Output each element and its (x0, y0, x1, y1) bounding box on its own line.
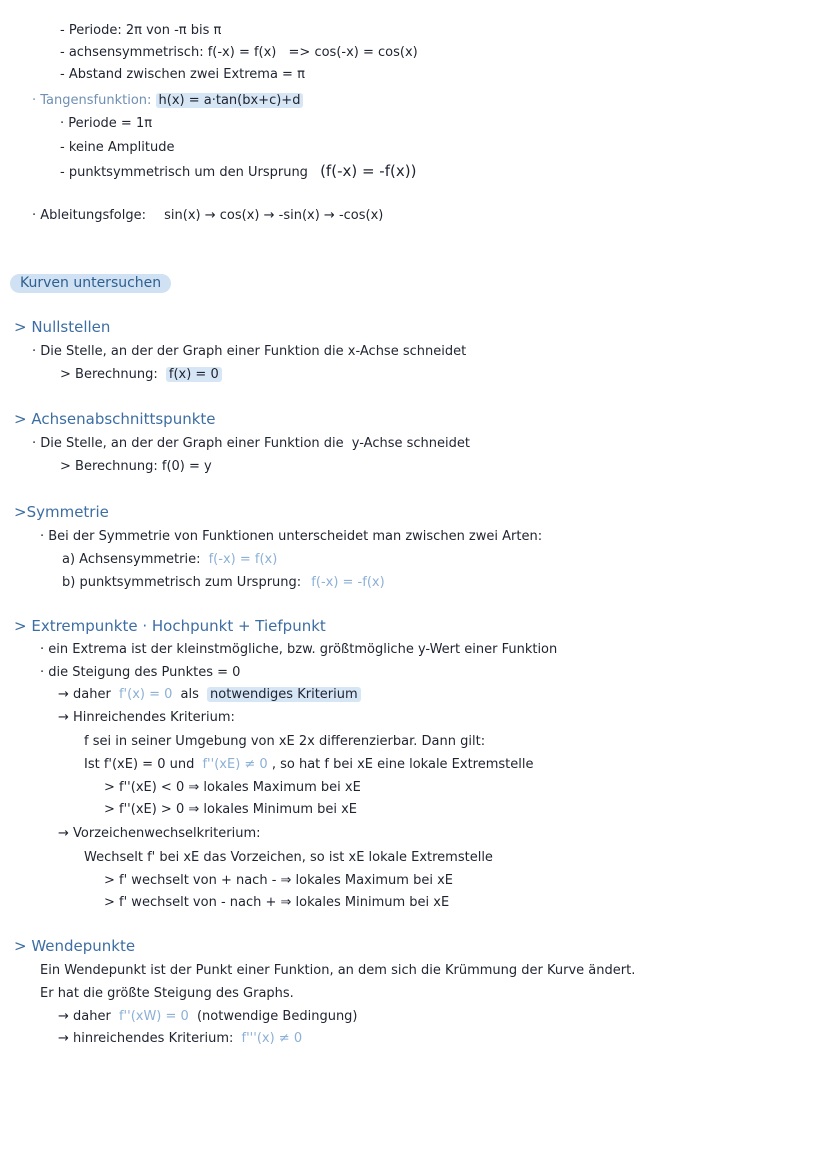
nullstellen-berechnung (60, 366, 222, 384)
symmetrie-b-label: b) punktsymmetrisch zum Ursprung: (62, 575, 302, 590)
symmetrie-a-formula: f(-x) = f(x) (208, 552, 278, 567)
tangens-keine-amplitude: - keine Amplitude (60, 140, 175, 155)
wende-notwendig-post: (notwendige Bedingung) (196, 1009, 358, 1024)
extrem-bedingung-formula: f''(xE) ≠ 0 (202, 757, 268, 772)
extrem-title: > Extrempunkte · Hochpunkt + Tiefpunkt (14, 617, 326, 635)
extrem-notwendig (58, 686, 361, 704)
extrem-vzw-maximum: > f' wechselt von + nach - ⇒ lokales Maximum bei xE (104, 873, 453, 888)
achsen-title: > Achsenabschnittspunkte (14, 410, 216, 428)
trig-abstand: - Abstand zwischen zwei Extrema = π (60, 67, 305, 82)
trig-cos-formula: => cos(-x) = cos(x) (288, 45, 418, 60)
achsen-definition-text: · Die Stelle, an der der Graph einer Funktion die (32, 436, 344, 451)
symmetrie-a-label: a) Achsensymmetrie: (62, 552, 201, 567)
symmetrie-punktsymmetrie (62, 574, 385, 592)
achsen-definition (32, 435, 470, 453)
extrem-notwendig-pre: → daher (58, 687, 111, 702)
trig-achsensymmetrisch (60, 44, 418, 62)
extrem-lokales-minimum: > f''(xE) > 0 ⇒ lokales Minimum bei xE (104, 802, 358, 817)
nullstellen-formula: f(x) = 0 (166, 367, 222, 382)
wende-steigung: Er hat die größte Steigung des Graphs. (40, 986, 294, 1001)
symmetrie-title: >Symmetrie (14, 503, 109, 521)
wende-definition: Ein Wendepunkt ist der Punkt einer Funktion, an dem sich die Krümmung der Kurve ändert. (40, 963, 636, 978)
ableitungsfolge-text: sin(x) → cos(x) → -sin(x) → -cos(x) (164, 208, 384, 223)
section-title: Kurven untersuchen (10, 274, 171, 293)
extrem-lokales-maximum: > f''(xE) < 0 ⇒ lokales Maximum bei xE (104, 780, 361, 795)
extrem-notwendig-formula: f'(x) = 0 (118, 687, 173, 702)
extrem-hinreichend-umgebung: f sei in seiner Umgebung von xE 2x differenzierbar. Dann gilt: (84, 734, 486, 749)
wende-notwendig-pre: → daher (58, 1009, 111, 1024)
wende-hinreichend (58, 1030, 302, 1048)
extrem-vzw-minimum: > f' wechselt von - nach + ⇒ lokales Minimum bei xE (104, 895, 450, 910)
wende-hinreichend-formula: f'''(x) ≠ 0 (241, 1031, 303, 1046)
extrem-definition: · ein Extrema ist der kleinstmögliche, bzw. größtmögliche y-Wert einer Funktion (40, 642, 558, 657)
symmetrie-achsensymmetrie (62, 551, 277, 569)
extrem-hinreichend-bedingung (84, 756, 534, 774)
extrem-notwendig-post: als (180, 687, 199, 702)
wende-title: > Wendepunkte (14, 937, 136, 955)
tangens-punktsym-formula: (f(-x) = -f(x)) (320, 162, 417, 180)
ableitungsfolge (32, 207, 383, 225)
tangens-periode: · Periode = 1π (60, 116, 153, 131)
wende-notwendig-formula: f''(xW) = 0 (118, 1009, 189, 1024)
tangens-formula: h(x) = a·tan(bx+c)+d (156, 93, 304, 108)
trig-achsensym-text: - achsensymmetrisch: f(-x) = f(x) (60, 45, 277, 60)
nullstellen-berechnung-label: > Berechnung: (60, 367, 158, 382)
extrem-notwendig-highlight: notwendiges Kriterium (207, 687, 361, 702)
symmetrie-b-formula: f(-x) = -f(x) (311, 575, 385, 590)
tangens-heading (32, 92, 303, 110)
achsen-berechnung: > Berechnung: f(0) = y (60, 459, 212, 474)
tangens-punktsymmetrisch (60, 162, 416, 182)
extrem-bedingung-post: , so hat f bei xE eine lokale Extremstelle (271, 757, 534, 772)
nullstellen-definition: · Die Stelle, an der der Graph einer Funktion die x-Achse schneidet (32, 344, 467, 359)
tangens-punktsym-text: - punktsymmetrisch um den Ursprung (60, 165, 308, 180)
extrem-steigung: · die Steigung des Punktes = 0 (40, 665, 241, 680)
wende-hinreichend-label: → hinreichendes Kriterium: (58, 1031, 234, 1046)
ableitungsfolge-label: · Ableitungsfolge: (32, 208, 147, 223)
achsen-definition-y: y-Achse schneidet (351, 436, 470, 451)
symmetrie-definition: · Bei der Symmetrie von Funktionen unterscheidet man zwischen zwei Arten: (40, 529, 543, 544)
extrem-vzw-title: → Vorzeichenwechselkriterium: (58, 826, 261, 841)
trig-periode: - Periode: 2π von -π bis π (60, 23, 222, 38)
extrem-vzw-definition: Wechselt f' bei xE das Vorzeichen, so ist xE lokale Extremstelle (84, 850, 493, 865)
nullstellen-title: > Nullstellen (14, 318, 111, 336)
tangens-label: · Tangensfunktion: (32, 93, 152, 108)
extrem-bedingung-pre: Ist f'(xE) = 0 und (84, 757, 195, 772)
extrem-hinreichend-title: → Hinreichendes Kriterium: (58, 710, 235, 725)
wende-notwendig (58, 1008, 358, 1026)
